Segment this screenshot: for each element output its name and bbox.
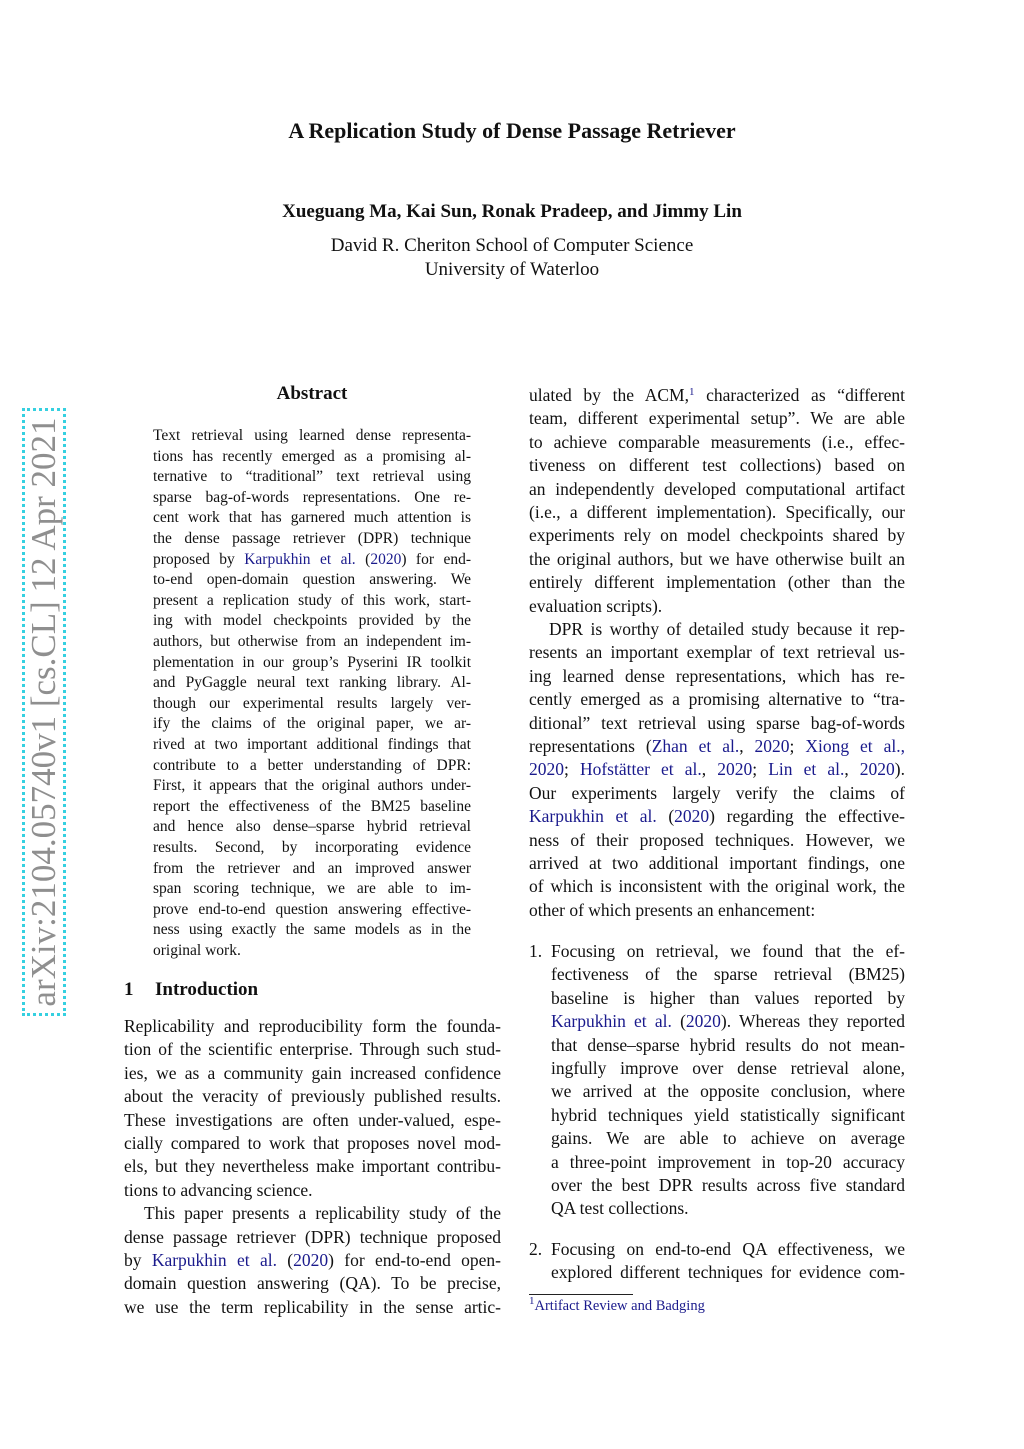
body-line: dense passage retriever (DPR) technique proposed bbox=[124, 1226, 501, 1247]
list-item-line: QA test collections. bbox=[551, 1198, 689, 1219]
abstract-line: from the retriever and an improved answer bbox=[153, 859, 471, 877]
text-segment: ) for end- bbox=[401, 550, 471, 568]
footnote-link[interactable]: Artifact Review and Badging bbox=[534, 1298, 705, 1314]
citation-year-link[interactable]: 2020 bbox=[370, 550, 402, 568]
abstract-line: prove end-to-end question answering effective- bbox=[153, 900, 471, 918]
text-segment: ( bbox=[656, 806, 675, 827]
affiliation-school: David R. Cheriton School of Computer Science bbox=[330, 235, 694, 256]
citation-link[interactable]: Karpukhin et al. bbox=[529, 806, 657, 827]
body-line-with-citation bbox=[529, 805, 905, 828]
paper-authors: Xueguang Ma, Kai Sun, Ronak Pradeep, and Jimmy Lin bbox=[282, 201, 742, 222]
body-line: team, different experimental setup”. We are able bbox=[529, 408, 905, 429]
abstract-line: plementation in our group’s Pyserini IR toolkit bbox=[153, 653, 471, 671]
text-segment: ( bbox=[671, 1011, 686, 1032]
text-segment: proposed by bbox=[153, 550, 245, 568]
body-line: This paper presents a replicability study of the bbox=[144, 1203, 501, 1224]
body-line: ditional” text retrieval using sparse bag-of-words bbox=[529, 712, 905, 733]
body-line: (i.e., a different implementation). Specifically, our bbox=[529, 502, 905, 522]
list-item-line: hybrid techniques yield statistically significant bbox=[551, 1104, 905, 1125]
arxiv-identifier-stamp: arXiv:2104.05740v1 [cs.CL] 12 Apr 2021 bbox=[22, 408, 66, 1016]
citation-link[interactable]: Karpukhin et al. bbox=[151, 1250, 277, 1270]
abstract-line: though our experimental results largely ver- bbox=[153, 694, 471, 712]
affiliation-university: University of Waterloo bbox=[424, 259, 600, 280]
abstract-line: results. Second, by incorporating evidence bbox=[153, 839, 471, 856]
list-item-number: 2. bbox=[529, 1239, 543, 1259]
body-line: els, but they nevertheless make important contribu- bbox=[124, 1156, 501, 1177]
abstract-line: cent work that has garnered much attention is bbox=[153, 509, 471, 527]
list-item-line-with-citation bbox=[551, 1010, 905, 1033]
abstract-line: the dense passage retriever (DPR) technique bbox=[153, 530, 471, 547]
text-segment: ) regarding the effective- bbox=[709, 806, 905, 827]
body-line: ies, we as a community gain increased confidence bbox=[124, 1062, 501, 1083]
list-item-line: Focusing on end-to-end QA effectiveness, we bbox=[551, 1239, 905, 1259]
citation-link[interactable]: Xiong et al., bbox=[805, 736, 905, 756]
body-line: arrived at two additional important findings, one bbox=[529, 853, 905, 873]
text-segment: ( bbox=[276, 1250, 294, 1270]
list-item-line: over the best DPR results across five standard bbox=[551, 1175, 905, 1195]
text-segment: ). Whereas they reported bbox=[720, 1011, 906, 1032]
body-line: entirely different implementation (other than the bbox=[529, 572, 905, 593]
citation-year-link[interactable]: 2020 bbox=[717, 759, 753, 780]
abstract-heading: Abstract bbox=[276, 383, 348, 404]
citation-year-link[interactable]: 2020 bbox=[529, 759, 564, 780]
body-line: the original authors, but we have otherwise built an bbox=[529, 548, 905, 569]
abstract-line: First, it appears that the original authors under- bbox=[153, 777, 471, 795]
list-item-line: Focusing on retrieval, we found that the ef- bbox=[551, 941, 905, 961]
body-line: evaluation scripts). bbox=[529, 595, 663, 616]
body-line: tions to advancing science. bbox=[124, 1179, 313, 1200]
text-segment: ; bbox=[564, 759, 580, 780]
text-segment: ). bbox=[894, 759, 905, 780]
abstract-line: ing with model checkpoints provided by the bbox=[153, 612, 471, 630]
body-line: These investigations are often under-valued, espe- bbox=[124, 1109, 501, 1130]
citation-link[interactable]: Zhan et al. bbox=[651, 736, 740, 756]
abstract-line: authors, but otherwise from an independent im- bbox=[153, 633, 471, 650]
abstract-line: tions has recently emerged as a promising al- bbox=[153, 447, 471, 465]
citation-link[interactable]: Karpukhin et al. bbox=[244, 550, 356, 568]
section-title: Introduction bbox=[155, 979, 259, 1000]
list-item-line: we arrived at the opposite conclusion, where bbox=[551, 1081, 905, 1102]
abstract-line: to-end open-domain question answering. We bbox=[153, 571, 471, 589]
body-line-with-citation bbox=[529, 758, 905, 781]
abstract-line: report the effectiveness of the BM25 baseline bbox=[153, 797, 471, 815]
abstract-line: Text retrieval using learned dense representa- bbox=[153, 427, 471, 444]
text-segment: ulated by the ACM, bbox=[529, 385, 689, 405]
body-line: DPR is worthy of detailed study because it rep- bbox=[549, 619, 905, 639]
citation-link[interactable]: Hofstätter et al. bbox=[579, 759, 702, 780]
text-segment: ) for end-to-end open- bbox=[328, 1250, 501, 1270]
body-line: cially compared to work that proposes novel mod- bbox=[124, 1133, 501, 1153]
body-line: tion of the scientific enterprise. Through such stud- bbox=[124, 1039, 501, 1060]
body-line: to achieve comparable measurements (i.e., effec- bbox=[529, 431, 905, 452]
list-item-number: 1. bbox=[529, 941, 543, 961]
text-segment: representations ( bbox=[529, 736, 652, 756]
abstract-line: sparse bag-of-words representations. One re- bbox=[153, 488, 471, 506]
abstract-line: present a replication study of this work, start- bbox=[153, 591, 471, 609]
citation-year-link[interactable]: 2020 bbox=[685, 1011, 721, 1032]
abstract-line: and PyGaggle neural text ranking library. Al- bbox=[153, 674, 471, 692]
footnote bbox=[529, 1295, 705, 1315]
body-line: ness of their proposed techniques. However, we bbox=[529, 829, 905, 850]
abstract-line: original work. bbox=[153, 942, 241, 959]
abstract-line-with-citation bbox=[153, 550, 471, 570]
body-line: cently emerged as a promising alternative to “tra- bbox=[529, 689, 905, 710]
text-segment: by bbox=[124, 1250, 152, 1270]
abstract-line: span scoring technique, we are able to im- bbox=[153, 880, 471, 898]
text-segment: ; bbox=[789, 736, 806, 756]
body-line-with-citation bbox=[124, 1249, 501, 1272]
section-heading-introduction bbox=[124, 979, 258, 1001]
body-line: about the veracity of previously published results. bbox=[124, 1086, 501, 1107]
body-line: of which is inconsistent with the original work, the bbox=[529, 876, 905, 897]
text-segment: ( bbox=[355, 550, 371, 568]
citation-year-link[interactable]: 2020 bbox=[754, 736, 790, 756]
text-segment: , bbox=[701, 759, 718, 780]
abstract-line: ternative to “traditional” text retrieval using bbox=[153, 468, 471, 486]
footnote-marker-link[interactable]: 1 bbox=[688, 386, 695, 398]
citation-year-link[interactable]: 2020 bbox=[859, 759, 895, 780]
body-line-with-footnote bbox=[529, 384, 905, 407]
paper-title: A Replication Study of Dense Passage Retriever bbox=[288, 118, 736, 143]
citation-link[interactable]: Karpukhin et al. bbox=[551, 1011, 672, 1032]
list-item-line: a three-point improvement in top-20 accuracy bbox=[551, 1151, 905, 1172]
list-item-line: that dense–sparse hybrid results do not mean- bbox=[551, 1034, 905, 1055]
body-line: resents an important exemplar of text retrieval us- bbox=[529, 642, 905, 663]
body-line: ing learned dense representations, which has re- bbox=[529, 665, 905, 686]
body-line: experiments rely on model checkpoints shared by bbox=[529, 525, 905, 546]
abstract-line: ify the claims of the original paper, we ar- bbox=[153, 715, 471, 733]
citation-year-link[interactable]: 2020 bbox=[674, 806, 710, 827]
footnote-divider bbox=[529, 1294, 633, 1295]
text-segment: characterized as “different bbox=[694, 385, 905, 405]
abstract-line: ness using exactly the same models as in the bbox=[153, 921, 471, 939]
body-line: we use the term replicability in the sense artic- bbox=[124, 1296, 501, 1317]
list-item-line: explored different techniques for evidence com- bbox=[551, 1262, 905, 1283]
list-item-line: ingfully improve over dense retrieval alone, bbox=[551, 1058, 905, 1078]
footnote-mark: 1 bbox=[529, 1295, 535, 1307]
list-item-line: fectiveness of the sparse retrieval (BM25) bbox=[551, 964, 905, 985]
body-line: an independently developed computational artifact bbox=[529, 478, 905, 499]
body-line-with-citation bbox=[529, 735, 905, 758]
body-line: other of which presents an enhancement: bbox=[529, 899, 816, 920]
text-segment: , bbox=[739, 736, 755, 756]
citation-link[interactable]: Lin et al. bbox=[768, 759, 845, 780]
list-item-line: gains. We are able to achieve on average bbox=[551, 1128, 905, 1149]
abstract-line: contribute to a better understanding of DPR: bbox=[153, 756, 471, 774]
body-line: tiveness on different test collections) based on bbox=[529, 455, 905, 476]
body-line: Our experiments largely verify the claims of bbox=[529, 782, 905, 803]
abstract-line: rived at two important additional findings that bbox=[153, 736, 471, 753]
abstract-line: and hence also dense–sparse hybrid retrieval bbox=[153, 818, 471, 836]
text-segment: , bbox=[844, 759, 860, 780]
text-segment: ; bbox=[752, 759, 769, 780]
list-item-line: baseline is higher than values reported by bbox=[551, 987, 905, 1008]
body-line: Replicability and reproducibility form the founda- bbox=[124, 1016, 501, 1036]
citation-year-link[interactable]: 2020 bbox=[293, 1250, 329, 1270]
body-line: domain question answering (QA). To be precise, bbox=[124, 1273, 501, 1294]
section-number: 1 bbox=[124, 979, 134, 1000]
